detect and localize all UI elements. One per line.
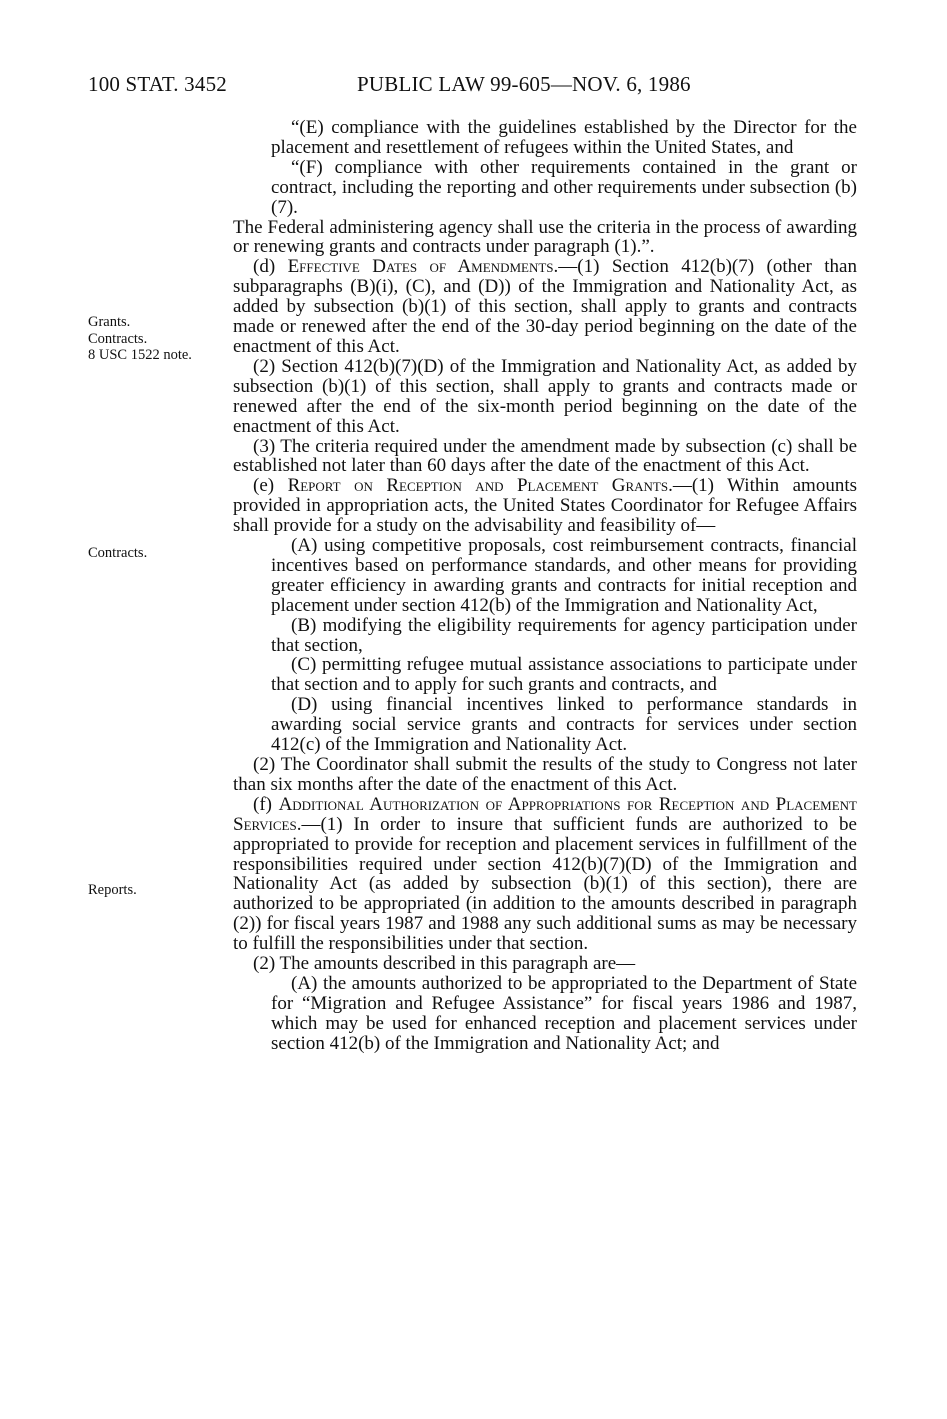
section-d-text: —(1) Section 412(b)(7) (other than subparagraphs (B)(i), (C), and (D)) of the Immigration and Nationality Act, as added by subsection (b)(1) of this section, shall apply to grants and contracts made or renewed after the end of the 30-day period beginning on the date of the enactment of this Act. bbox=[233, 256, 857, 357]
section-e-subpara-D: (D) using financial incentives linked to performance standards in awarding social service grants and contracts for services under section 412(c) of the Immigration and Nationality Act. bbox=[271, 694, 857, 756]
paragraph-admin-agency: The Federal administering agency shall use the criteria in the process of awarding or renewing grants and contracts under paragraph (1).”. bbox=[233, 216, 857, 258]
margin-note-usc: 8 USC 1522 note. bbox=[88, 347, 192, 363]
section-f-paragraph-2: (2) The amounts described in this paragraph are— bbox=[253, 953, 636, 975]
section-e-paragraph-1 bbox=[233, 476, 857, 536]
margin-note-contracts: Contracts. bbox=[88, 331, 148, 347]
section-e-paragraph-2: (2) The Coordinator shall submit the results of the study to Congress not later than six months after the date of the enactment of this Act. bbox=[233, 754, 857, 795]
section-d-paragraph-1 bbox=[233, 257, 857, 357]
section-f-text: —(1) In order to insure that sufficient funds are authorized to be appropriated to provide for reception and placement services in fulfillment of the responsibilities required under section 412(b)(7)(D) of the Immigration and Nationality Act (as added by subsection (b)(1) of this section), there are authorized to be appropriated (in addition to the amounts described in paragraph (2)) for fiscal years 1987 and 1988 any such additional sums as may be necessary to fulfill the responsibilities under that section. bbox=[233, 813, 857, 955]
page-header bbox=[0, 72, 947, 104]
section-e-subpara-C: (C) permitting refugee mutual assistance associations to participate under that section and to apply for such grants and contracts, and bbox=[271, 654, 857, 696]
law-reference: PUBLIC LAW 99-605—NOV. 6, 1986 bbox=[357, 72, 691, 96]
section-f-label: (f) bbox=[253, 793, 272, 815]
section-f-subpara-A: (A) the amounts authorized to be appropriated to the Department of State for “Migration and Refugee Assistance” for fiscal years 1986 and 1987, which may be used for enhanced reception and placement services under section 412(b) of the Immigration and Nationality Act; and bbox=[271, 972, 857, 1054]
paragraph-E: “(E) compliance with the guidelines established by the Director for the placement and resettlement of refugees within the United States, and bbox=[271, 117, 857, 158]
margin-note-contracts-2: Contracts. bbox=[88, 545, 148, 561]
section-e-label: (e) bbox=[253, 475, 275, 497]
section-f-paragraph-1 bbox=[233, 795, 857, 954]
section-d-heading: Effective Dates of Amendments. bbox=[287, 256, 559, 278]
section-e-subpara-B: (B) modifying the eligibility requirements for agency participation under that section, bbox=[271, 614, 857, 656]
section-d-paragraph-2: (2) Section 412(b)(7)(D) of the Immigration and Nationality Act, as added by subsection (b)(1) of this section, shall apply to grants and contracts made or renewed after the end of the six-month period beginning on the date of the enactment of this Act. bbox=[233, 355, 857, 437]
body-text bbox=[233, 118, 857, 1054]
section-d-label: (d) bbox=[253, 256, 276, 278]
section-e-subpara-A: (A) using competitive proposals, cost reimbursement contracts, financial incentives based on performance standards, and other means for providing greater efficiency in awarding grants and contracts for initial reception and placement under section 412(b) of the Immigration and Nationality Act, bbox=[271, 535, 857, 616]
margin-note-reports: Reports. bbox=[88, 882, 137, 898]
paragraph-F: “(F) compliance with other requirements contained in the grant or contract, including the reporting and other requirements under subsection (b)(7). bbox=[271, 156, 857, 218]
margin-note-grants: Grants. bbox=[88, 314, 131, 330]
section-e-text: —(1) Within amounts provided in appropriation acts, the United States Coordinator for Refugee Affairs shall provide for a study on the advisability and feasibility of— bbox=[233, 475, 857, 537]
page-reference: 100 STAT. 3452 bbox=[88, 72, 227, 96]
section-e-heading: Report on Reception and Placement Grants. bbox=[287, 475, 673, 497]
section-d-paragraph-3: (3) The criteria required under the amendment made by subsection (c) shall be established not later than 60 days after the date of the enactment of this Act. bbox=[233, 435, 857, 477]
section-f-heading: Additional Authorization of Appropriations for Reception and Placement Services. bbox=[233, 793, 857, 835]
